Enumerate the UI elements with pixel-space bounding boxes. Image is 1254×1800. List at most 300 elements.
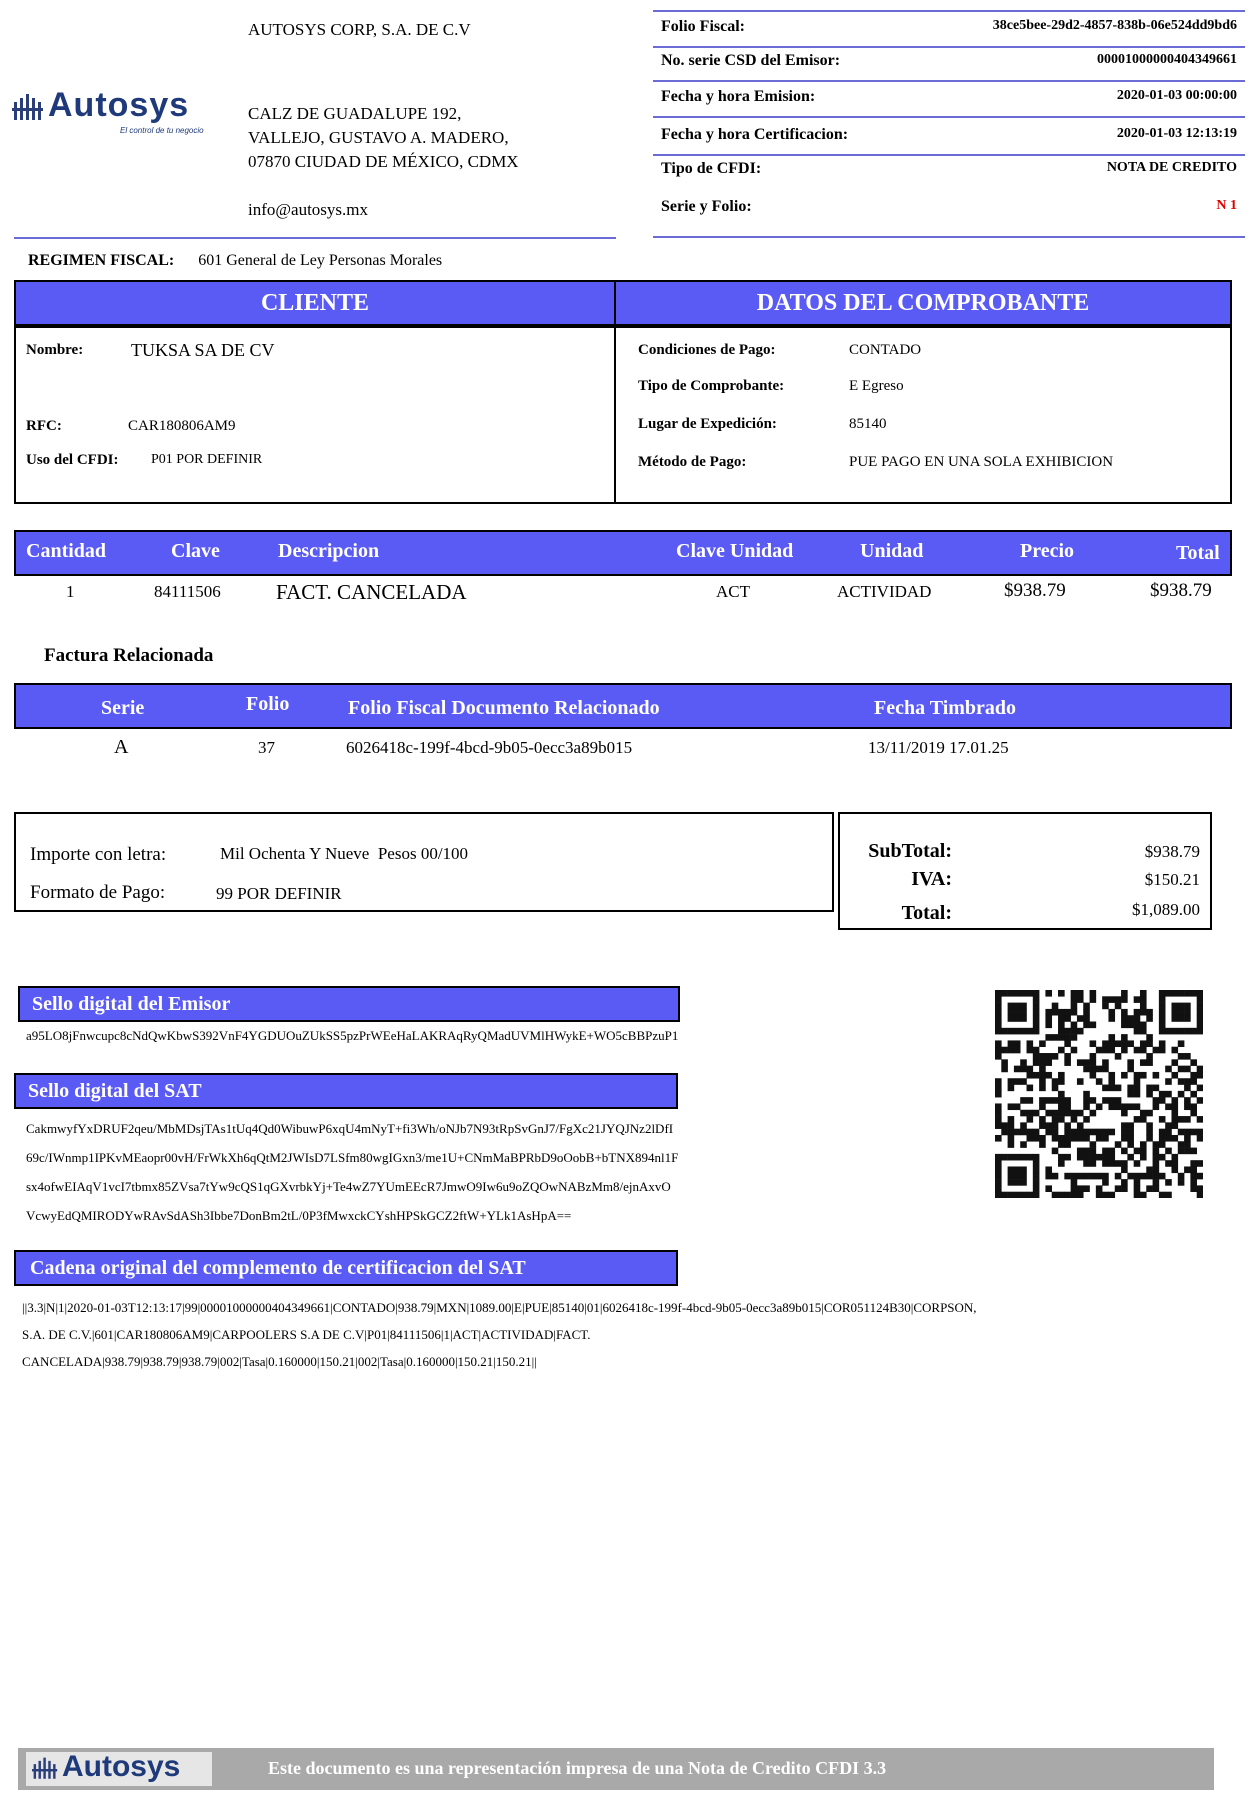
- qr-module: [1064, 1141, 1071, 1148]
- qr-module: [1090, 1097, 1097, 1104]
- address-line-1: CALZ DE GUADALUPE 192,: [248, 104, 462, 123]
- qr-module: [1121, 1185, 1128, 1192]
- qr-module: [1140, 1040, 1147, 1047]
- formato-pago-label: Formato de Pago:: [30, 882, 166, 903]
- qr-module: [1171, 1028, 1178, 1035]
- qr-module: [1071, 1173, 1078, 1180]
- qr-module: [1096, 1066, 1103, 1073]
- qr-module: [1178, 1091, 1185, 1098]
- qr-module: [995, 1185, 1002, 1192]
- qr-module: [1008, 1103, 1015, 1110]
- qr-module: [1020, 990, 1027, 997]
- qr-module: [1146, 1122, 1153, 1129]
- qr-module: [995, 1047, 1002, 1054]
- qr-module: [1153, 1185, 1160, 1192]
- qr-module: [1014, 1003, 1021, 1010]
- qr-module: [1121, 1110, 1128, 1117]
- qr-module: [1096, 1135, 1103, 1142]
- qr-module: [1020, 1154, 1027, 1161]
- qr-module: [1014, 1129, 1021, 1136]
- qr-module: [1090, 1072, 1097, 1079]
- qr-module: [1115, 1160, 1122, 1167]
- qr-module: [1008, 1116, 1015, 1123]
- qr-module: [1039, 1116, 1046, 1123]
- cadena-line: CANCELADA|938.79|938.79|938.79|002|Tasa|0.160000|150.21|002|Tasa|0.160000|150.21|150.21||: [22, 1354, 537, 1369]
- qr-module: [1071, 1129, 1078, 1136]
- logo-tagline: El control de tu negocio: [120, 126, 204, 135]
- qr-module: [1140, 1110, 1147, 1117]
- qr-module: [1178, 1148, 1185, 1155]
- qr-module: [1159, 1009, 1166, 1016]
- qr-module: [1077, 1110, 1084, 1117]
- qr-module: [1014, 1173, 1021, 1180]
- fiscal-row-serie: Serie y Folio: N 1: [653, 194, 1245, 238]
- qr-module: [1184, 1129, 1191, 1136]
- qr-module: [1027, 1066, 1034, 1073]
- qr-module: [1146, 1053, 1153, 1060]
- qr-module: [1027, 1192, 1034, 1198]
- qr-module: [1033, 1179, 1040, 1186]
- qr-module: [1121, 1122, 1128, 1129]
- qr-module: [1077, 996, 1084, 1003]
- qr-module: [1071, 1179, 1078, 1186]
- qr-module: [1071, 1022, 1078, 1029]
- qr-module: [1033, 1173, 1040, 1180]
- cell-clave-unidad: ACT: [716, 582, 750, 601]
- qr-module: [1033, 1015, 1040, 1022]
- qr-module: [1039, 1103, 1046, 1110]
- qr-module: [1033, 1192, 1040, 1198]
- qr-module: [1083, 1173, 1090, 1180]
- qr-module: [1090, 1148, 1097, 1155]
- qr-module: [995, 1028, 1002, 1035]
- qr-module: [1121, 1148, 1128, 1155]
- qr-module: [1153, 1179, 1160, 1186]
- qr-module: [1197, 1028, 1203, 1035]
- qr-module: [1077, 1192, 1084, 1198]
- qr-module: [1020, 1179, 1027, 1186]
- qr-module: [1159, 1192, 1166, 1198]
- col-fecha-timbrado: Fecha Timbrado: [874, 697, 1017, 719]
- qr-module: [1071, 1135, 1078, 1142]
- qr-module: [1001, 1047, 1008, 1054]
- qr-code-icon: [995, 990, 1203, 1198]
- condiciones-value: CONTADO: [849, 342, 922, 358]
- nombre-value: TUKSA SA DE CV: [131, 340, 275, 360]
- qr-module: [1064, 1135, 1071, 1142]
- qr-module: [1039, 1059, 1046, 1066]
- fiscal-row-emision: Fecha y hora Emision: 2020-01-03 00:00:00: [653, 82, 1245, 118]
- qr-module: [1178, 1179, 1185, 1186]
- qr-module: [1134, 1148, 1141, 1155]
- qr-module: [1108, 1160, 1115, 1167]
- rfc-label: RFC:: [26, 418, 62, 434]
- qr-module: [1108, 1034, 1115, 1041]
- qr-module: [1165, 1103, 1172, 1110]
- qr-module: [1197, 1003, 1203, 1010]
- qr-module: [1121, 1160, 1128, 1167]
- qr-module: [995, 1166, 1002, 1173]
- col-folio-fiscal: Folio Fiscal Documento Relacionado: [348, 697, 660, 719]
- qr-module: [1090, 990, 1097, 997]
- qr-module: [1039, 1040, 1046, 1047]
- qr-module: [1127, 1122, 1134, 1129]
- qr-module: [1033, 1003, 1040, 1010]
- metodo-value: PUE PAGO EN UNA SOLA EXHIBICION: [849, 454, 1114, 470]
- qr-module: [1134, 1091, 1141, 1098]
- qr-module: [1190, 1078, 1197, 1085]
- serie-folio-value: N 1: [1216, 198, 1237, 213]
- tipo-comprobante-value: E Egreso: [849, 378, 904, 394]
- qr-module: [1197, 1015, 1203, 1022]
- qr-module: [1121, 1129, 1128, 1136]
- qr-module: [1064, 1122, 1071, 1129]
- qr-module: [1108, 1085, 1115, 1092]
- qr-module: [1102, 1066, 1109, 1073]
- qr-module: [1127, 1066, 1134, 1073]
- qr-module: [1165, 1148, 1172, 1155]
- qr-module: [1140, 1028, 1147, 1035]
- qr-module: [1058, 1141, 1065, 1148]
- qr-module: [1197, 1066, 1203, 1073]
- qr-module: [1140, 1022, 1147, 1029]
- qr-module: [1027, 1129, 1034, 1136]
- qr-module: [1052, 1085, 1059, 1092]
- qr-module: [1178, 1040, 1185, 1047]
- col-folio: Folio: [246, 693, 290, 715]
- relacionada-header: [14, 683, 1232, 729]
- qr-module: [1121, 1103, 1128, 1110]
- qr-module: [1102, 996, 1109, 1003]
- qr-module: [1115, 1053, 1122, 1060]
- qr-code: [995, 990, 1203, 1198]
- qr-module: [1071, 990, 1078, 997]
- qr-module: [1064, 1015, 1071, 1022]
- qr-module: [1171, 1135, 1178, 1142]
- qr-module: [1153, 1173, 1160, 1180]
- qr-module: [1121, 1135, 1128, 1142]
- qr-module: [995, 1053, 1002, 1060]
- qr-module: [1033, 1154, 1040, 1161]
- formato-pago-value: 99 POR DEFINIR: [216, 884, 342, 903]
- qr-module: [1064, 1097, 1071, 1104]
- qr-module: [1058, 1160, 1065, 1167]
- qr-module: [1039, 1066, 1046, 1073]
- qr-module: [1045, 1059, 1052, 1066]
- qr-module: [995, 1173, 1002, 1180]
- qr-module: [1134, 1047, 1141, 1054]
- cell-folio: 37: [258, 738, 275, 757]
- qr-module: [1197, 1160, 1203, 1167]
- qr-module: [1127, 1173, 1134, 1180]
- qr-module: [1077, 1135, 1084, 1142]
- qr-module: [1178, 1141, 1185, 1148]
- qr-module: [1184, 1015, 1191, 1022]
- qr-module: [1064, 1110, 1071, 1117]
- qr-module: [1165, 1122, 1172, 1129]
- qr-module: [995, 1085, 1002, 1092]
- qr-module: [1033, 1160, 1040, 1167]
- qr-module: [1033, 1028, 1040, 1035]
- qr-module: [1121, 1009, 1128, 1016]
- qr-module: [1045, 1122, 1052, 1129]
- cadena-line: S.A. DE C.V.|601|CAR180806AM9|CARPOOLERS S.A DE C.V|P01|84111506|1|ACT|ACTIVIDAD|FACT.: [22, 1327, 591, 1342]
- qr-module: [1058, 1154, 1065, 1161]
- qr-module: [1115, 1040, 1122, 1047]
- cell-cantidad: 1: [66, 582, 75, 601]
- qr-module: [1159, 990, 1166, 997]
- qr-module: [1027, 1040, 1034, 1047]
- qr-module: [1171, 990, 1178, 997]
- qr-module: [1178, 990, 1185, 997]
- qr-module: [1140, 1116, 1147, 1123]
- qr-module: [1027, 1072, 1034, 1079]
- qr-module: [1033, 1009, 1040, 1016]
- qr-module: [1108, 1129, 1115, 1136]
- qr-module: [1159, 1022, 1166, 1029]
- qr-module: [1058, 1047, 1065, 1054]
- qr-module: [1071, 1116, 1078, 1123]
- qr-module: [1020, 1166, 1027, 1173]
- qr-module: [1008, 1135, 1015, 1142]
- qr-module: [1134, 1009, 1141, 1016]
- qr-module: [1171, 1015, 1178, 1022]
- qr-module: [1134, 1022, 1141, 1029]
- qr-module: [1001, 1059, 1008, 1066]
- qr-module: [1052, 1110, 1059, 1117]
- footer-logo-mark-icon: [32, 1757, 58, 1781]
- qr-module: [1096, 1103, 1103, 1110]
- qr-module: [1102, 1129, 1109, 1136]
- uso-cfdi-label: Uso del CFDI:: [26, 452, 119, 468]
- importe-box: [14, 812, 834, 912]
- qr-module: [1039, 1097, 1046, 1104]
- qr-module: [1008, 1009, 1015, 1016]
- qr-module: [1190, 1059, 1197, 1066]
- qr-module: [1127, 1129, 1134, 1136]
- fiscal-row-folio: Folio Fiscal: 38ce5bee-29d2-4857-838b-06e524dd9bd6: [653, 12, 1245, 48]
- qr-module: [995, 1135, 1002, 1142]
- rfc-value: CAR180806AM9: [128, 418, 236, 434]
- qr-module: [1027, 1047, 1034, 1054]
- qr-module: [1171, 1009, 1178, 1016]
- qr-module: [1020, 1173, 1027, 1180]
- qr-module: [1090, 1053, 1097, 1060]
- qr-module: [1077, 1185, 1084, 1192]
- qr-module: [1008, 1028, 1015, 1035]
- qr-module: [1039, 1078, 1046, 1085]
- cell-serie: A: [114, 736, 129, 758]
- qr-module: [1108, 1148, 1115, 1155]
- qr-module: [1184, 1141, 1191, 1148]
- qr-module: [1197, 1135, 1203, 1142]
- qr-module: [1014, 1154, 1021, 1161]
- qr-module: [1171, 1059, 1178, 1066]
- qr-module: [1127, 1022, 1134, 1029]
- qr-module: [1071, 1185, 1078, 1192]
- lugar-label: Lugar de Expedición:: [638, 416, 777, 432]
- qr-module: [1045, 1015, 1052, 1022]
- qr-module: [1039, 1122, 1046, 1129]
- importe-letra-label: Importe con letra:: [30, 844, 167, 865]
- qr-module: [1140, 1192, 1147, 1198]
- qr-module: [1077, 1173, 1084, 1180]
- qr-module: [1020, 1129, 1027, 1136]
- qr-module: [1001, 1192, 1008, 1198]
- qr-module: [1153, 1141, 1160, 1148]
- qr-module: [1159, 1135, 1166, 1142]
- qr-module: [1102, 1040, 1109, 1047]
- qr-module: [1058, 1192, 1065, 1198]
- qr-module: [1077, 1015, 1084, 1022]
- qr-module: [1197, 1009, 1203, 1016]
- qr-module: [1197, 1192, 1203, 1198]
- qr-module: [1020, 1028, 1027, 1035]
- qr-module: [1178, 1028, 1185, 1035]
- sello-sat-title: Sello digital del SAT: [14, 1073, 678, 1109]
- qr-module: [1184, 1135, 1191, 1142]
- qr-module: [1071, 1192, 1078, 1198]
- qr-module: [1134, 1185, 1141, 1192]
- qr-module: [1102, 1154, 1109, 1161]
- qr-module: [1039, 1135, 1046, 1142]
- cliente-title-bar: CLIENTE: [14, 280, 616, 326]
- qr-module: [1008, 1040, 1015, 1047]
- qr-module: [1184, 1078, 1191, 1085]
- qr-module: [1146, 1129, 1153, 1136]
- qr-module: [1064, 1192, 1071, 1198]
- qr-module: [1001, 1066, 1008, 1073]
- qr-module: [1127, 1154, 1134, 1161]
- qr-module: [1027, 1154, 1034, 1161]
- qr-module: [1064, 1059, 1071, 1066]
- qr-module: [1108, 1072, 1115, 1079]
- col-descripcion: Descripcion: [278, 540, 380, 562]
- qr-module: [1052, 1078, 1059, 1085]
- footer-text: Este documento es una representación impresa de una Nota de Credito CFDI 3.3: [268, 1758, 887, 1778]
- qr-module: [1058, 1110, 1065, 1117]
- qr-module: [1159, 1129, 1166, 1136]
- qr-module: [1008, 1003, 1015, 1010]
- qr-module: [1159, 1040, 1166, 1047]
- qr-module: [1020, 1122, 1027, 1129]
- qr-module: [1033, 1129, 1040, 1136]
- qr-module: [1165, 1179, 1172, 1186]
- sello-sat-text: [26, 1114, 678, 1230]
- qr-module: [1027, 1097, 1034, 1104]
- qr-module: [1184, 1097, 1191, 1104]
- qr-module: [1014, 1192, 1021, 1198]
- qr-module: [1102, 1097, 1109, 1104]
- qr-module: [1033, 1053, 1040, 1060]
- cadena-title: Cadena original del complemento de certificacion del SAT: [14, 1250, 678, 1286]
- qr-module: [1039, 1141, 1046, 1148]
- qr-module: [1064, 1028, 1071, 1035]
- nombre-label: Nombre:: [26, 342, 84, 358]
- qr-module: [1184, 1066, 1191, 1073]
- fiscal-row-certificacion: Fecha y hora Certificacion: 2020-01-03 12:13:19: [653, 120, 1245, 156]
- qr-module: [1127, 1103, 1134, 1110]
- qr-module: [1184, 1166, 1191, 1173]
- qr-module: [1102, 1047, 1109, 1054]
- qr-module: [1033, 1059, 1040, 1066]
- qr-module: [1071, 1034, 1078, 1041]
- qr-module: [1020, 1141, 1027, 1148]
- qr-module: [1045, 1034, 1052, 1041]
- qr-module: [1134, 1072, 1141, 1079]
- qr-module: [1159, 1028, 1166, 1035]
- qr-module: [1083, 1059, 1090, 1066]
- qr-module: [1020, 1066, 1027, 1073]
- qr-module: [1178, 1053, 1185, 1060]
- qr-module: [1190, 1166, 1197, 1173]
- qr-module: [1090, 1110, 1097, 1117]
- qr-module: [1008, 1179, 1015, 1186]
- qr-module: [1190, 1148, 1197, 1155]
- qr-module: [1197, 1085, 1203, 1092]
- qr-module: [1083, 1135, 1090, 1142]
- qr-module: [1108, 1009, 1115, 1016]
- qr-module: [1077, 1154, 1084, 1161]
- qr-module: [1077, 1129, 1084, 1136]
- regimen-label: REGIMEN FISCAL:: [28, 252, 175, 269]
- qr-module: [995, 1040, 1002, 1047]
- qr-module: [1115, 1173, 1122, 1180]
- qr-module: [1058, 1116, 1065, 1123]
- qr-module: [1165, 1091, 1172, 1098]
- cell-total: $938.79: [1150, 580, 1212, 601]
- qr-module: [1058, 1028, 1065, 1035]
- qr-module: [1064, 1034, 1071, 1041]
- qr-module: [1178, 1015, 1185, 1022]
- qr-module: [1027, 1135, 1034, 1142]
- qr-module: [1171, 1047, 1178, 1054]
- qr-module: [1146, 1091, 1153, 1098]
- qr-module: [1083, 1103, 1090, 1110]
- qr-module: [1165, 1078, 1172, 1085]
- qr-module: [1033, 1047, 1040, 1054]
- qr-module: [1052, 1053, 1059, 1060]
- qr-module: [995, 1078, 1002, 1085]
- qr-module: [1140, 990, 1147, 997]
- qr-module: [1159, 1091, 1166, 1098]
- sello-emisor-title: Sello digital del Emisor: [18, 986, 680, 1022]
- col-clave-unidad: Clave Unidad: [676, 540, 794, 562]
- qr-module: [1190, 1185, 1197, 1192]
- qr-module: [1090, 1066, 1097, 1073]
- qr-module: [995, 1009, 1002, 1016]
- qr-module: [1058, 1009, 1065, 1016]
- qr-module: [995, 1179, 1002, 1186]
- qr-module: [1190, 1173, 1197, 1180]
- qr-module: [1020, 1059, 1027, 1066]
- qr-module: [1039, 1072, 1046, 1079]
- sello-sat-line: sx4ofwEIAqV1vcI7tbmx85ZVsa7tYw9cQS1qGXvrbkYj+Te4wZ7YUmEEcR7JmwO9Iw6u9oZQOwNABzMm8/ejnAxvO: [26, 1179, 671, 1194]
- qr-module: [1014, 1047, 1021, 1054]
- qr-module: [1058, 1135, 1065, 1142]
- qr-module: [1165, 990, 1172, 997]
- qr-module: [1134, 1078, 1141, 1085]
- cadena-text: [22, 1294, 1232, 1375]
- qr-module: [995, 1154, 1002, 1161]
- emisor-email: info@autosys.mx: [248, 200, 369, 219]
- qr-module: [1033, 1022, 1040, 1029]
- qr-module: [1121, 1179, 1128, 1186]
- col-unidad: Unidad: [860, 540, 924, 562]
- qr-module: [1090, 996, 1097, 1003]
- qr-module: [1153, 1148, 1160, 1155]
- qr-module: [1127, 1085, 1134, 1092]
